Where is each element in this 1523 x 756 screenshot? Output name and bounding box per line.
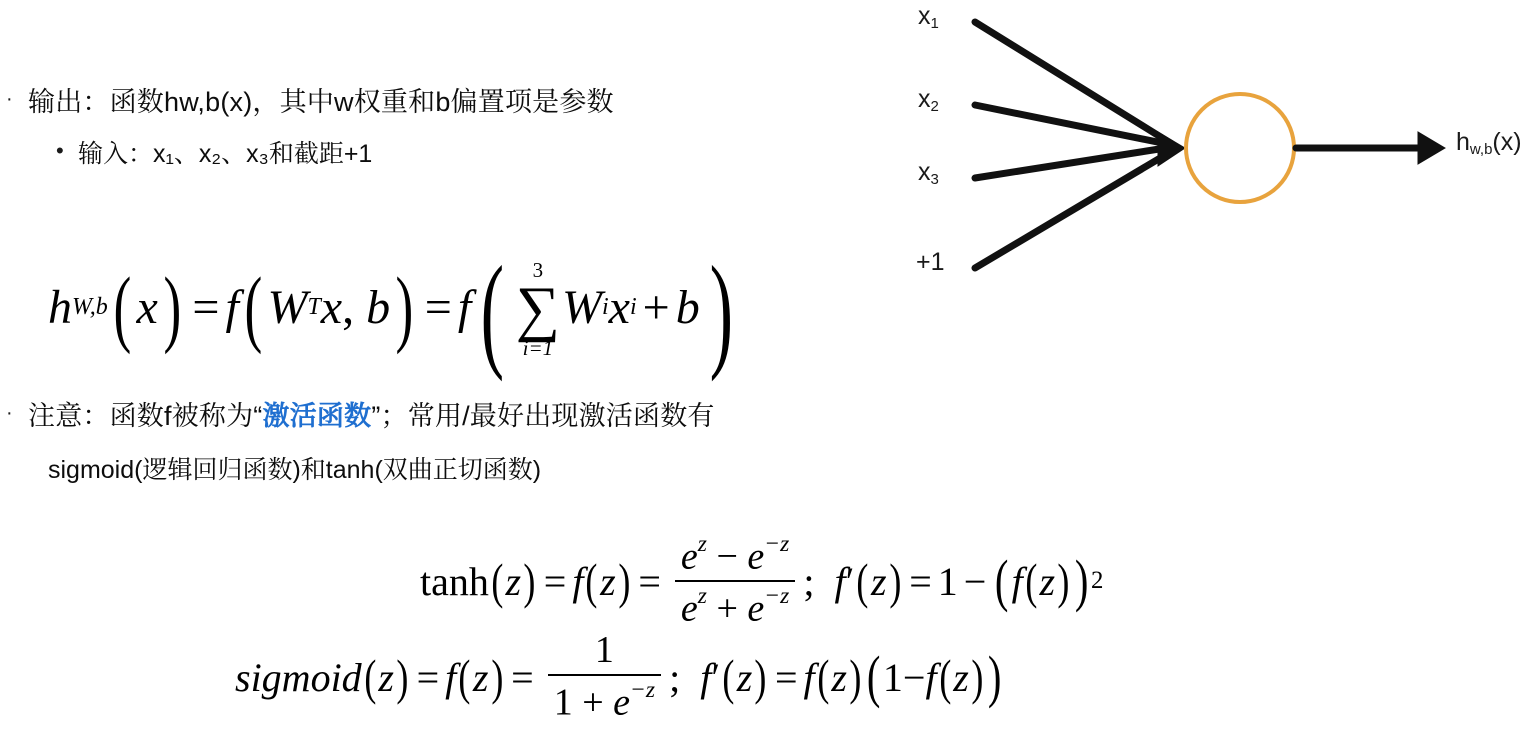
formula-hwb: h W,b ( x ) = f ( W T x , b ) = f ( 3 ∑ i=1 W i x i + b ) <box>48 240 733 383</box>
bullet-input-text: 输入：x₁、x₂、x₃和截距+1 <box>78 140 373 168</box>
bullet-note-highlight: 激活函数 <box>262 401 372 431</box>
sigmoid-fraction: $\frac{1}{1 + e^{-z}}$ <box>548 628 661 726</box>
bullet-note-part3: ”；常用/最好出现激活函数有 <box>371 401 715 431</box>
edge-bias <box>975 151 1172 268</box>
bullet-note-line2: sigmoid(逻辑回归函数)和tanh(双曲正切函数) <box>48 456 542 484</box>
label-x3: $x_3$ <box>918 158 939 188</box>
label-bias: +1 <box>916 248 945 276</box>
neuron-circle <box>1186 94 1294 202</box>
label-output: $h_{w,b}(x)$ <box>1456 128 1522 158</box>
bullet-marker: • <box>56 138 64 163</box>
edge-x3 <box>975 147 1172 178</box>
bullet-input <box>56 138 372 172</box>
neuron-diagram <box>900 0 1523 300</box>
tanh-fraction: $\frac{e^z - e^{-z}}{e^z + e^{-z}}$ <box>675 530 795 633</box>
bullet-marker: · <box>6 88 13 110</box>
bullet-note-part1: 注意：函数f被称为“ <box>28 401 263 431</box>
output-arrowhead <box>1418 132 1445 164</box>
label-x1: $x_1$ <box>918 2 939 32</box>
label-x2: $x_2$ <box>918 85 939 115</box>
bullet-output <box>6 84 614 120</box>
edge-arrowhead <box>1158 132 1185 166</box>
formula-tanh: tanh ( z ) = f ( z ) = $\frac{e^z - e^{-z}}{e^z + e^{-z}}$ ; f ′ ( z ) = 1 − ( f ( z ) ) 2 <box>420 530 1103 633</box>
bullet-note <box>6 398 715 434</box>
bullet-output-text: 输出：函数hw,b(x)，其中w权重和b偏置项是参数 <box>28 87 614 117</box>
formula-sigmoid: sigmoid ( z ) = f ( z ) = $\frac{1}{1 + e^{-z}}$ ; f ′ ( z ) = f ( z ) ( 1 − f ( z ) ) <box>235 628 1005 726</box>
bullet-marker: · <box>6 402 13 424</box>
neuron-diagram-svg <box>900 0 1523 300</box>
bullet-note-text <box>28 398 715 434</box>
